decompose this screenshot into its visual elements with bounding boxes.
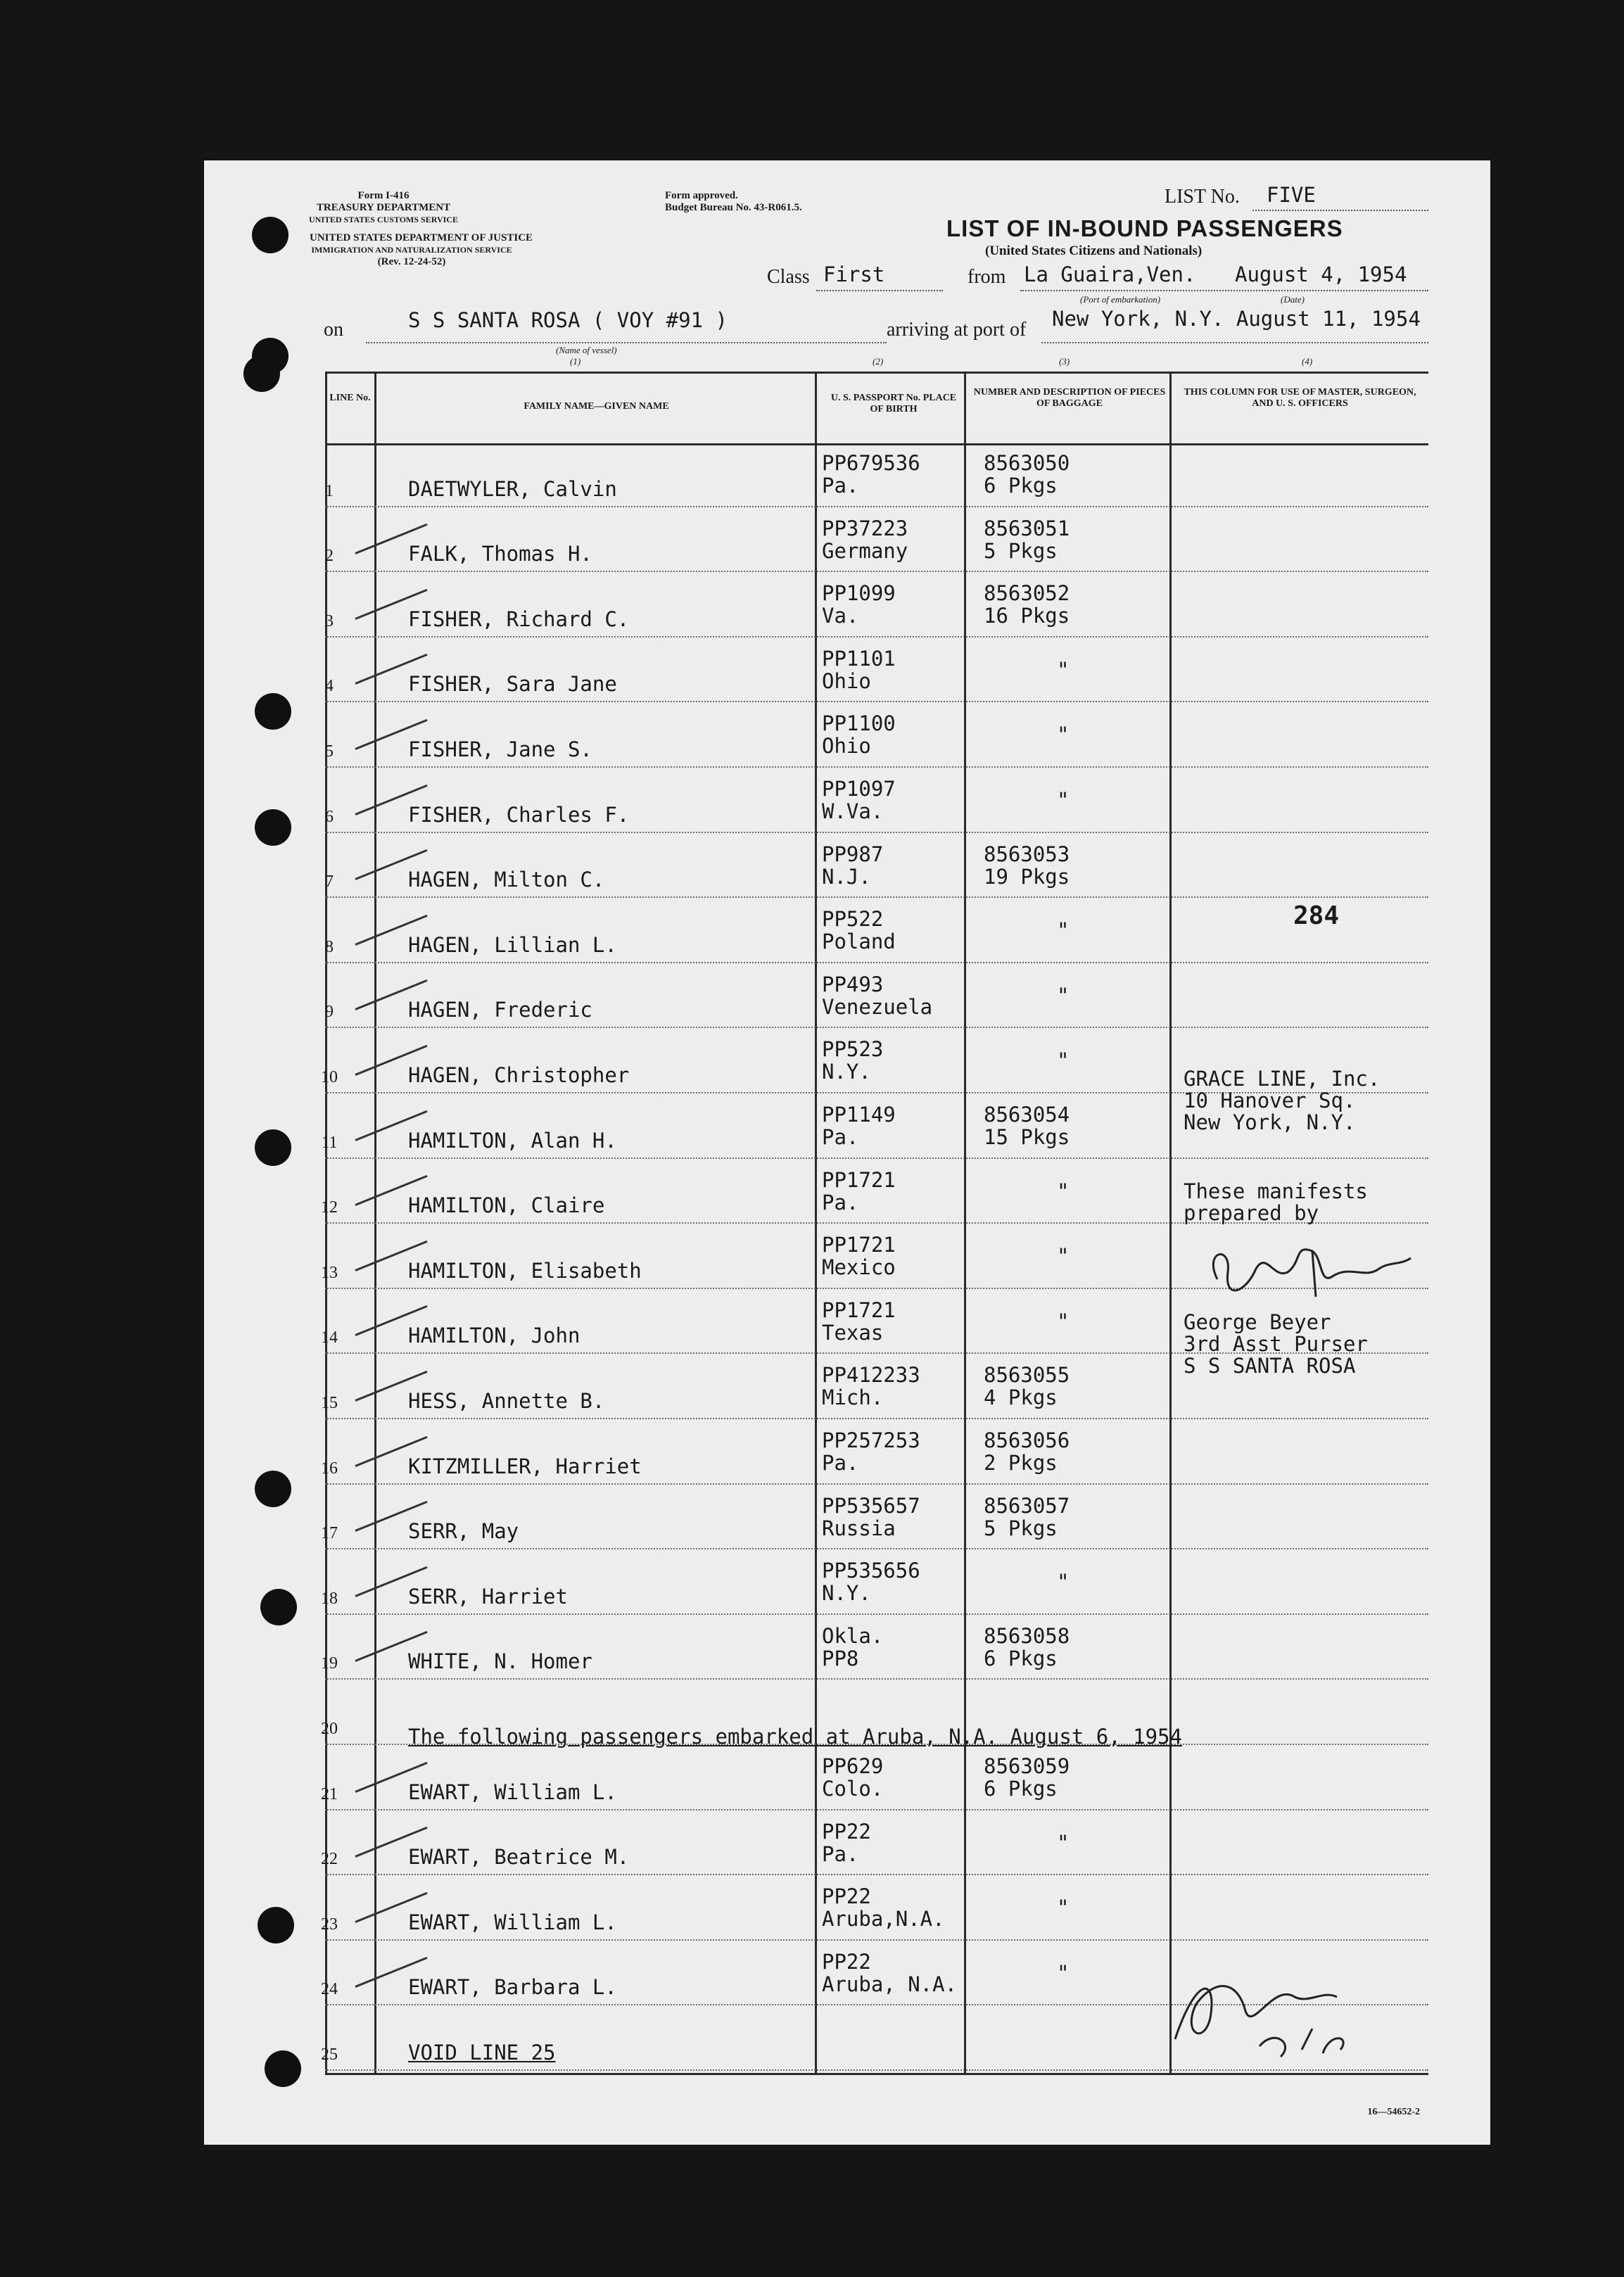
signature-george-beyer [1189,1237,1414,1300]
row-number: 22 [321,1850,338,1869]
baggage-pieces: 16 Pkgs [984,604,1070,628]
place-of-birth: N.J. [822,864,871,889]
passport-number: PP1721 [822,1167,896,1192]
col-header-line: LINE No. [329,393,371,403]
port-embark-caption: (Port of embarkation) [1080,294,1161,305]
binder-hole [255,1129,291,1166]
passenger-name: EWART, Barbara L. [408,1975,617,2000]
passport-number: PP37223 [822,516,908,540]
passenger-name: EWART, William L. [408,1780,617,1804]
aruba-note: The following passengers embarked at Aruba, N.A. August 6, 1954 [408,1725,1182,1749]
signatory-vessel: S S SANTA ROSA [1184,1354,1356,1378]
place-of-birth: Germany [822,538,908,563]
revision: (Rev. 12-24-52) [377,256,446,267]
row-number: 17 [321,1524,338,1543]
passport-number: PP412233 [822,1363,920,1388]
on-label: on [324,319,343,341]
list-number-label: LIST No. [1165,186,1240,208]
row-number: 20 [321,1720,338,1738]
place-of-birth: Aruba,N.A. [822,1907,945,1932]
passport-number: PP1097 [822,777,896,801]
row-divider [325,1418,1428,1419]
row-number: 18 [321,1589,338,1608]
baggage-pieces: 6 Pkgs [984,474,1058,497]
ditto-mark: " [1057,1896,1070,1920]
baggage-pieces: 5 Pkgs [984,538,1058,563]
passenger-name: HAMILTON, John [408,1324,581,1348]
col-header-officers: THIS COLUMN FOR USE OF MASTER, SURGEON, AND U. S. OFFICERS [1184,387,1416,409]
page-subtitle: (United States Citizens and Nationals) [985,243,1203,258]
place-of-birth: Pa. [822,1841,859,1866]
passenger-name: EWART, Beatrice M. [408,1845,630,1870]
row-number: 10 [321,1068,338,1086]
row-number: 3 [325,611,334,630]
passenger-name: FISHER, Charles F. [408,802,630,827]
passport-number: PP1149 [822,1103,896,1127]
row-number: 7 [325,873,334,892]
ditto-mark: " [1057,1048,1070,1073]
baggage-pieces: 6 Pkgs [984,1646,1058,1670]
baggage-pieces: 6 Pkgs [984,1777,1058,1801]
place-of-birth: Mexico [822,1255,896,1280]
vessel-dots [366,342,887,343]
row-divider [325,832,1428,833]
ditto-mark: " [1057,1960,1070,1985]
embark-date: August 4, 1954 [1235,262,1407,286]
row-divider [325,506,1428,507]
from-dots [1020,290,1428,291]
manifest-sheet [204,160,1490,2145]
passenger-name: SERR, May [408,1519,519,1544]
embark-port: La Guaira,Ven. [1024,262,1196,286]
baggage-number: 8563059 [984,1754,1070,1778]
signatory-name: George Beyer [1184,1310,1331,1334]
row-divider [325,1874,1428,1875]
binder-hole [252,217,288,253]
baggage-number: 8563051 [984,516,1070,540]
approval-block [665,190,802,214]
row-number: 23 [321,1915,338,1934]
row-number: 12 [321,1198,338,1217]
passport-number: PP22 [822,1949,871,1974]
place-of-birth: W.Va. [822,799,884,823]
baggage-number: 8563055 [984,1363,1070,1388]
place-of-birth: Ohio [822,734,871,759]
row-divider [325,571,1428,572]
row-number: 21 [321,1784,338,1803]
passport-number: PP257253 [822,1428,920,1452]
row-number: 13 [321,1263,338,1282]
passenger-name: HAMILTON, Claire [408,1193,605,1218]
row-divider [325,896,1428,898]
ditto-mark: " [1057,1830,1070,1855]
col-header-passport: U. S. PASSPORT No. PLACE OF BIRTH [830,393,957,414]
passenger-name: FISHER, Richard C. [408,607,630,631]
row-number: 11 [321,1133,338,1152]
caption-1: (1) [570,356,581,367]
place-of-birth: Va. [822,604,859,628]
baggage-pieces: 15 Pkgs [984,1125,1070,1149]
place-of-birth: Texas [822,1320,884,1345]
col-header-name: FAMILY NAME—GIVEN NAME [524,401,669,412]
row-divider [325,2069,1428,2071]
row-divider [325,962,1428,963]
from-label: from [968,266,1006,288]
baggage-pieces: 4 Pkgs [984,1385,1058,1410]
place-of-birth: Ohio [822,668,871,693]
row-divider [325,1809,1428,1810]
place-of-birth: N.Y. [822,1060,871,1084]
row-divider [325,701,1428,702]
passenger-name: HAGEN, Frederic [408,998,592,1022]
baggage-number: 8563052 [984,581,1070,606]
row-divider [325,1157,1428,1159]
grace-line-address: 10 Hanover Sq. [1184,1089,1356,1112]
passenger-name: FALK, Thomas H. [408,542,592,566]
budget-bureau: Budget Bureau No. 43-R061.5. [665,202,802,213]
passport-number: Okla. [822,1623,884,1648]
passenger-name: HAMILTON, Elisabeth [408,1258,642,1283]
place-of-birth: Pa. [822,1451,859,1475]
passenger-name: EWART, William L. [408,1910,617,1934]
passenger-name: FISHER, Sara Jane [408,672,617,697]
baggage-number: 8563058 [984,1623,1070,1648]
row-number: 25 [321,2046,338,2064]
ditto-mark: " [1057,1244,1070,1269]
vessel-caption: (Name of vessel) [556,345,617,355]
col-header-baggage: NUMBER AND DESCRIPTION OF PIECES OF BAGGAGE [973,387,1166,409]
baggage-number: 8563053 [984,842,1070,866]
passport-number: PP1101 [822,646,896,671]
ditto-mark: " [1057,983,1070,1008]
passenger-name: FISHER, Jane S. [408,737,592,761]
place-of-birth: Poland [822,930,896,954]
passenger-name: VOID LINE 25 [408,2041,556,2064]
list-number-dots [1252,210,1428,211]
arriving-value: New York, N.Y. August 11, 1954 [1052,307,1421,331]
row-divider [325,1548,1428,1549]
grace-line-name: GRACE LINE, Inc. [1184,1067,1381,1091]
place-of-birth: Venezuela [822,994,933,1019]
signatory-title: 3rd Asst Purser [1184,1332,1368,1356]
place-of-birth: Pa. [822,474,859,497]
place-of-birth: PP8 [822,1646,859,1670]
baggage-number: 8563054 [984,1103,1070,1127]
row-divider [325,766,1428,768]
place-of-birth: Pa. [822,1125,859,1149]
caption-2: (2) [873,356,884,367]
passenger-name: HAGEN, Milton C. [408,868,605,892]
class-value: First [823,262,885,286]
caption-3: (3) [1059,356,1070,367]
ditto-mark: " [1057,788,1070,812]
ins-service: IMMIGRATION AND NATURALIZATION SERVICE [311,245,512,255]
baggage-pieces: 2 Pkgs [984,1451,1058,1475]
place-of-birth: Russia [822,1516,896,1540]
place-of-birth: Aruba, N.A. [822,1972,958,1996]
place-of-birth: Pa. [822,1190,859,1214]
row-number: 14 [321,1328,338,1347]
passenger-name: HAGEN, Christopher [408,1063,630,1087]
passport-number: PP629 [822,1754,884,1778]
passport-number: PP22 [822,1884,871,1909]
row-divider [325,636,1428,638]
passport-number: PP22 [822,1819,871,1844]
row-divider [325,1613,1428,1615]
row-number: 1 [325,481,334,500]
form-approved: Form approved. [665,190,738,201]
row-number: 8 [325,937,334,956]
passport-number: PP1721 [822,1233,896,1257]
passenger-name: HAMILTON, Alan H. [408,1128,617,1153]
row-divider [325,1678,1428,1680]
baggage-number: 8563050 [984,451,1070,475]
prepared-line-2: prepared by [1184,1201,1319,1225]
passport-number: PP679536 [822,451,920,475]
officer-number: 284 [1293,901,1340,930]
justice-block [310,232,533,268]
ditto-mark: " [1057,1570,1070,1594]
justice-dept: UNITED STATES DEPARTMENT OF JUSTICE [310,232,533,243]
row-number: 2 [325,547,334,566]
passport-number: PP1100 [822,711,896,736]
row-number: 6 [325,807,334,826]
ditto-mark: " [1057,1179,1070,1203]
place-of-birth: Colo. [822,1777,884,1801]
ditto-mark: " [1057,723,1070,747]
initials-scrawl [1154,1962,1365,2060]
row-number: 16 [321,1459,338,1478]
place-of-birth: Mich. [822,1385,884,1410]
passport-number: PP522 [822,907,884,932]
table-bottom-rule [325,2073,1428,2075]
class-label: Class [767,266,810,288]
binder-hole [265,2050,301,2087]
passport-number: PP535657 [822,1493,920,1518]
vessel-name: S S SANTA ROSA ( VOY #91 ) [408,308,728,332]
passport-number: PP535656 [822,1559,920,1583]
row-number: 9 [325,1003,334,1022]
arriving-label: arriving at port of [887,319,1027,341]
row-number: 15 [321,1394,338,1412]
binder-hole [255,1471,291,1507]
customs-service: UNITED STATES CUSTOMS SERVICE [309,215,458,224]
row-number: 19 [321,1654,338,1673]
baggage-number: 8563056 [984,1428,1070,1452]
date-caption: (Date) [1281,294,1305,305]
list-number-value: FIVE [1267,183,1316,207]
row-number: 5 [325,742,334,761]
passport-number: PP493 [822,972,884,996]
passenger-name: HESS, Annette B. [408,1389,605,1413]
class-dots [816,290,943,291]
table-top-rule [325,372,1428,374]
row-divider [325,1483,1428,1485]
passenger-name: SERR, Harriet [408,1584,568,1609]
caption-4: (4) [1302,356,1313,367]
place-of-birth: N.Y. [822,1581,871,1606]
signatory-block [1184,1312,1368,1377]
prepared-by-block [1184,1181,1368,1224]
ditto-mark: " [1057,1309,1070,1333]
footer-form-number: 16—54652-2 [1367,2107,1420,2117]
row-number: 4 [325,677,334,696]
passport-number: PP1721 [822,1298,896,1322]
passport-number: PP987 [822,842,884,866]
baggage-pieces: 19 Pkgs [984,864,1070,889]
arriving-dots [1041,342,1428,343]
baggage-pieces: 5 Pkgs [984,1516,1058,1540]
form-number: Form I-416 [357,190,410,201]
treasury-dept: TREASURY DEPARTMENT [316,202,451,213]
binder-hole [255,809,291,846]
page-title: LIST OF IN-BOUND PASSENGERS [946,215,1343,241]
passenger-name: WHITE, N. Homer [408,1649,592,1674]
table-head-rule [325,443,1428,445]
prepared-line-1: These manifests [1184,1179,1368,1203]
passport-number: PP1099 [822,581,896,606]
binder-hole [255,693,291,730]
ditto-mark: " [1057,918,1070,943]
form-id-block [288,190,478,226]
row-divider [325,1939,1428,1941]
binder-hole [258,1907,294,1943]
binder-hole [260,1589,297,1625]
passenger-name: HAGEN, Lillian L. [408,932,617,957]
row-divider [325,1027,1428,1028]
grace-line-block [1184,1068,1380,1134]
binder-hole [243,355,280,392]
ditto-mark: " [1057,657,1070,682]
row-number: 24 [321,1980,338,1999]
passenger-name: DAETWYLER, Calvin [408,476,617,501]
passenger-name: KITZMILLER, Harriet [408,1454,642,1478]
baggage-number: 8563057 [984,1493,1070,1518]
passport-number: PP523 [822,1037,884,1062]
grace-line-city: New York, N.Y. [1184,1110,1356,1134]
